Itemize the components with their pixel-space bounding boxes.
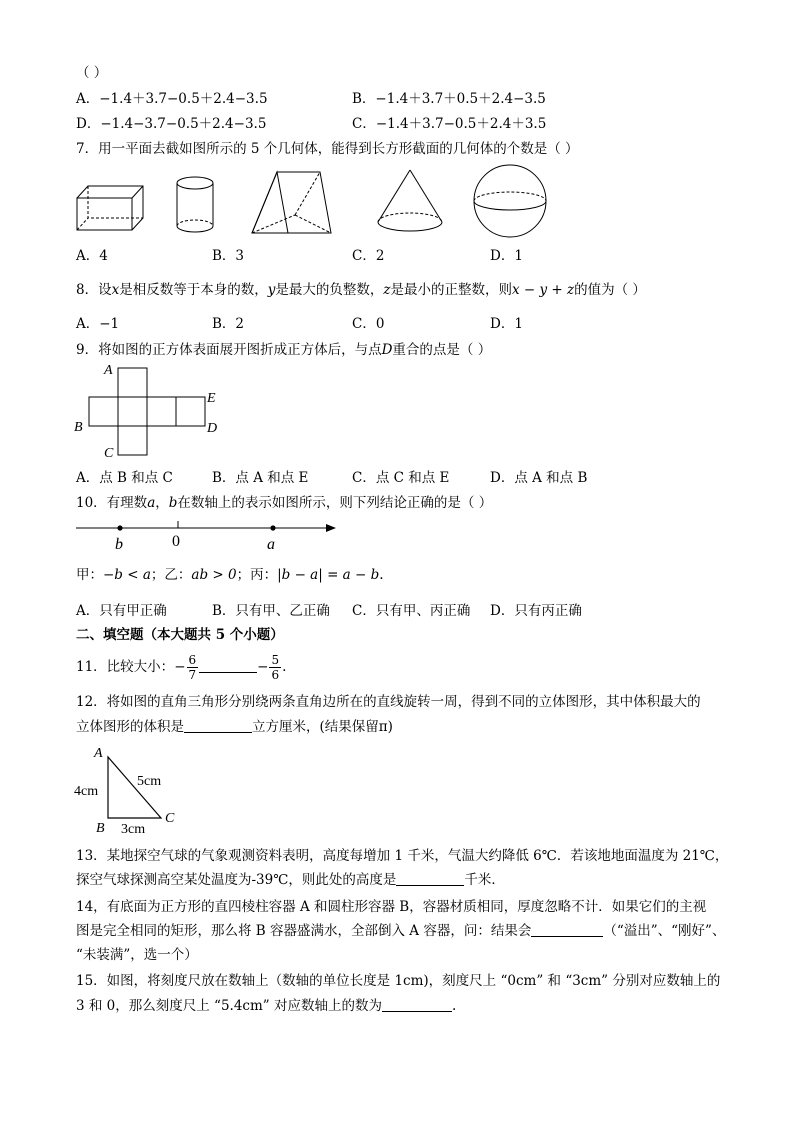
net-label-e: E <box>207 391 216 406</box>
q8-option-c[interactable]: C．0 <box>352 316 385 332</box>
side-ab-length: 4cm <box>74 784 99 799</box>
q7-option-a[interactable]: A．4 <box>76 248 108 264</box>
net-label-c: C <box>104 446 114 461</box>
q13-line-2: 探空气球探测高空某处温度为-39℃，则此处的高度是 千米． <box>76 872 505 888</box>
q9-option-c[interactable]: C．点 C 和点 E <box>352 470 450 486</box>
q6-option-b[interactable]: B．−1.4＋3.7＋0.5＋2.4−3.5 <box>352 91 546 107</box>
triangle-label-c: C <box>165 811 175 826</box>
triangle-label-a: A <box>94 746 103 761</box>
q7-stem: 7．用一平面去截如图所示的 5 个几何体，能得到长方形截面的几何体的个数是（ ） <box>76 141 579 157</box>
fraction-6-7: $\frac{6}{7}$ <box>188 653 197 682</box>
q10-option-a[interactable]: A．只有甲正确 <box>76 603 167 619</box>
q14-line-2: 图是完全相同的矩形，那么将 B 容器盛满水，全部倒入 A 容器，问：结果会 （“溢出”、“刚好”、 <box>76 923 726 939</box>
q8-option-a[interactable]: A．−1 <box>76 316 120 332</box>
q6-option-d[interactable]: D．−1.4−3.7−0.5＋2.4−3.5 <box>76 116 267 132</box>
q13-line-1: 13．某地探空气球的气象观测资料表明，高度每增加 1 千米，气温大约降低 6℃．若该地地面温度为 21℃， <box>76 848 729 864</box>
q11-stem: 11．比较大小：− $\frac{6}{7}$ − $\frac{5}{6}$ . <box>76 653 287 682</box>
q12-line-1: 12．将如图的直角三角形分别绕两条直角边所在的直线旋转一周，得到不同的立体图形，其中体积最大的 <box>76 694 701 710</box>
q10-option-d[interactable]: D．只有丙正确 <box>490 603 582 619</box>
q8-option-d[interactable]: D．1 <box>490 316 523 332</box>
side-bc-length: 3cm <box>121 822 146 837</box>
q12-line-2: 立体图形的体积是 立方厘米，(结果保留π) <box>76 719 393 735</box>
q14-line-3: “未装满”，选一个） <box>76 947 198 963</box>
q6-option-a[interactable]: A．−1.4＋3.7−0.5＋2.4−3.5 <box>76 91 268 107</box>
net-label-b: B <box>74 420 83 435</box>
net-label-d: D <box>207 421 218 436</box>
axis-label-0: 0 <box>172 533 180 550</box>
q13-answer-blank[interactable] <box>396 871 464 886</box>
q15-line-2: 3 和 0，那么刻度尺上 “5.4cm” 对应数轴上的数为 . <box>76 998 457 1014</box>
q10-stem: 10．有理数a，b在数轴上的表示如图所示，则下列结论正确的是（ ） <box>76 495 493 511</box>
q8-option-b[interactable]: B．2 <box>212 316 245 332</box>
axis-label-a: a <box>267 536 275 553</box>
fraction-5-6: $\frac{5}{6}$ <box>271 653 280 682</box>
section-2-title: 二、填空题（本大题共 5 个小题） <box>76 627 284 643</box>
q9-option-a[interactable]: A．点 B 和点 C <box>76 470 173 486</box>
q8-stem: 8．设x是相反数等于本身的数，y是最大的负整数，z是最小的正整数，则x − y + z的值为（ ） <box>76 282 646 298</box>
q6-option-c[interactable]: C．−1.4＋3.7−0.5＋2.4＋3.5 <box>352 116 547 132</box>
q10-option-b[interactable]: B．只有甲、乙正确 <box>212 603 330 619</box>
side-ac-length: 5cm <box>137 774 162 789</box>
q7-option-b[interactable]: B．3 <box>212 248 245 264</box>
axis-label-b: b <box>115 536 123 553</box>
q14-line-1: 14，有底面为正方形的直四棱柱容器 A 和圆柱形容器 B，容器材质相同，厚度忽略不计．如果它们的主视 <box>76 899 707 915</box>
q15-answer-blank[interactable] <box>382 997 452 1012</box>
net-label-a: A <box>104 363 113 378</box>
q9-option-b[interactable]: B．点 A 和点 E <box>212 470 309 486</box>
q7-option-d[interactable]: D．1 <box>490 248 523 264</box>
q9-option-d[interactable]: D．点 A 和点 B <box>490 470 588 486</box>
q10-option-c[interactable]: C．只有甲、丙正确 <box>352 603 471 619</box>
q6-answer-paren: （ ） <box>76 65 108 81</box>
q7-option-c[interactable]: C．2 <box>352 248 385 264</box>
q10-statements: 甲：−b < a；乙：ab > 0；丙：|b − a| = a − b. <box>76 567 384 583</box>
q9-stem: 9．将如图的正方体表面展开图折成正方体后，与点D重合的点是（ ） <box>76 342 492 358</box>
q14-answer-blank[interactable] <box>531 922 603 937</box>
triangle-label-b: B <box>96 821 105 836</box>
q15-line-1: 15．如图，将刻度尺放在数轴上（数轴的单位长度是 1cm)，刻度尺上 “0cm” 和 “3cm” 分别对应数轴上的 <box>76 973 721 989</box>
